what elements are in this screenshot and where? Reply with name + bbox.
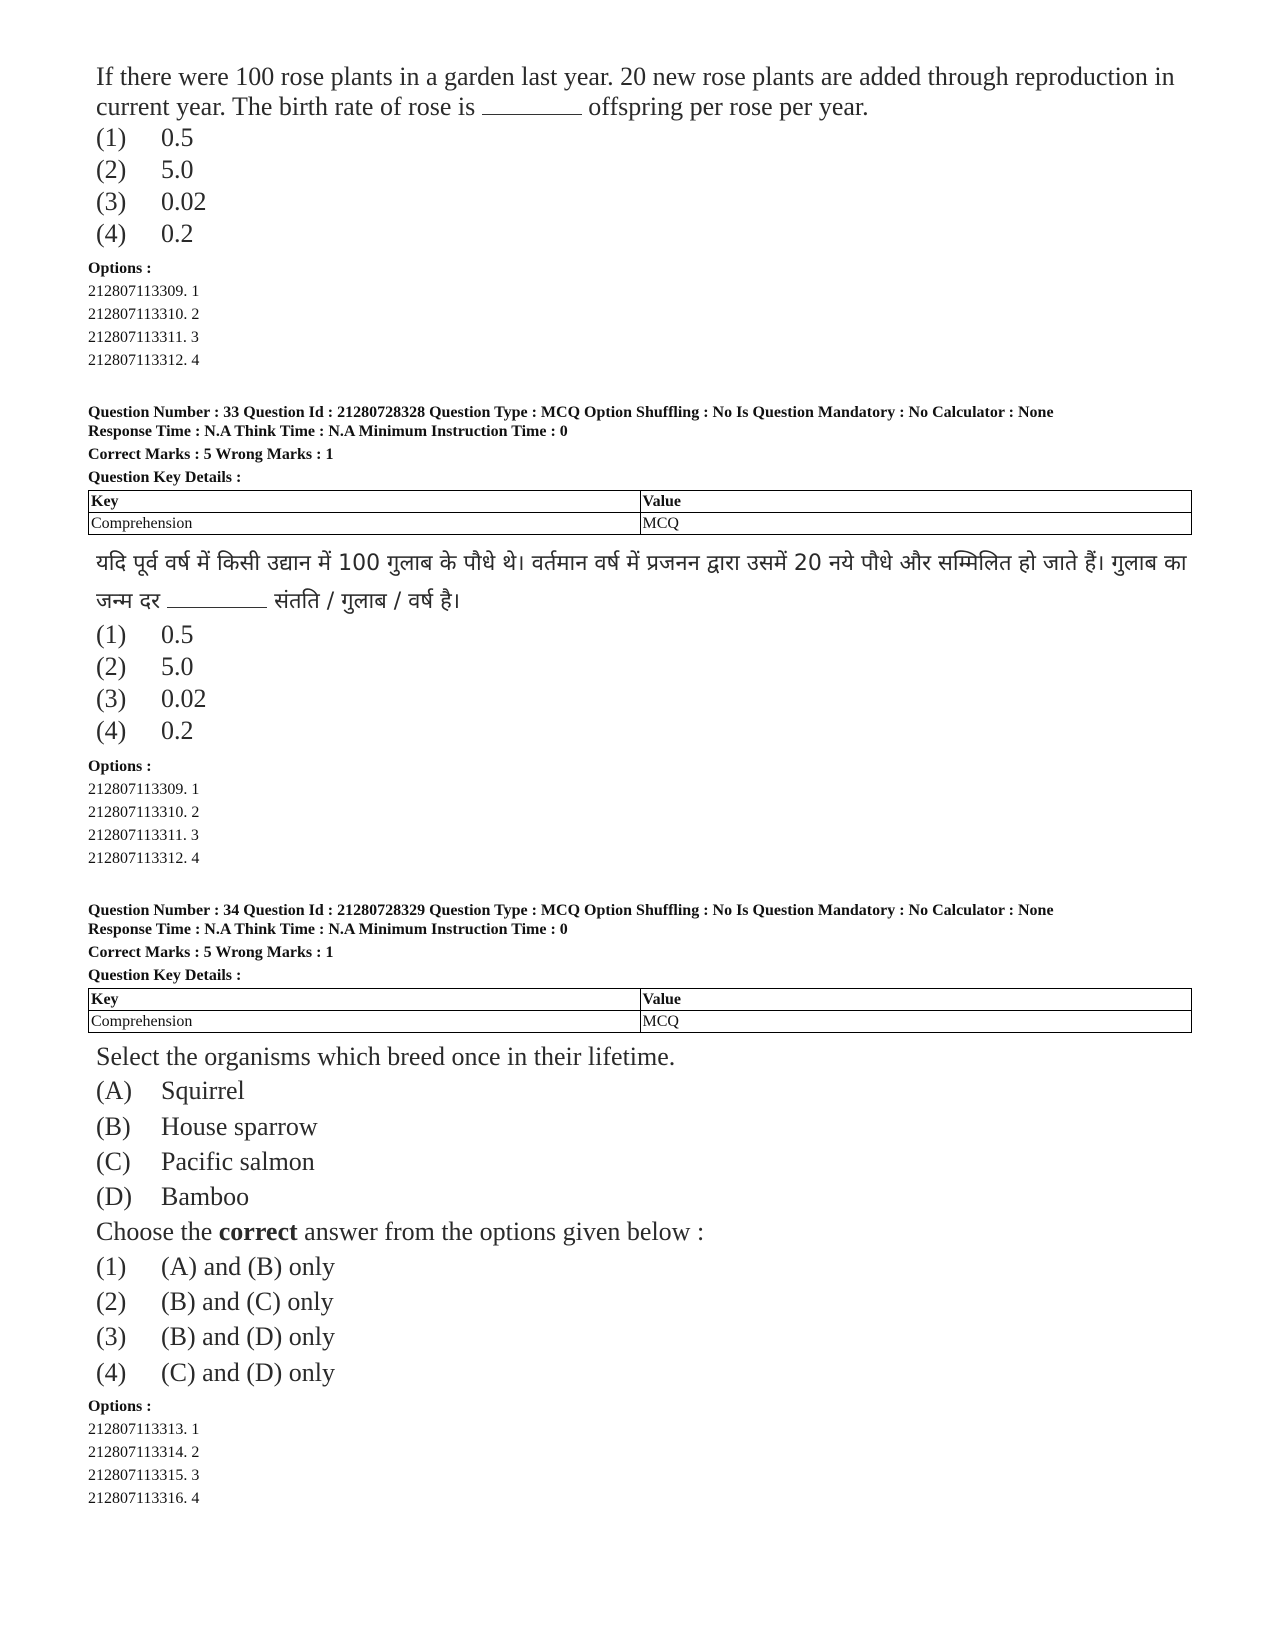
question-32-text-after: offspring per rose per year.: [581, 92, 869, 121]
choice-number: (1): [96, 1252, 127, 1281]
choice-text: 0.5: [161, 123, 194, 152]
options-label: Options :: [88, 1398, 152, 1415]
choice-text: 0.5: [161, 620, 194, 649]
question-34-marks: Correct Marks : 5 Wrong Marks : 1: [88, 944, 334, 961]
choice-number: (3): [96, 1322, 127, 1351]
answer-blank: [167, 585, 267, 608]
option-id: 212807113313. 1: [88, 1421, 200, 1438]
key-cell: Comprehension: [89, 1011, 641, 1033]
question-32-text-before: If there were 100 rose plants in a garden last year. 20 new rose plants are added through reproduction in current year. The birth rate of rose is: [96, 62, 1175, 121]
choice-text: (C) and (D) only: [161, 1358, 336, 1387]
choice-number: (1): [96, 123, 127, 152]
key-header: Key: [89, 989, 641, 1011]
item-letter: (D): [96, 1182, 133, 1211]
option-id: 212807113314. 2: [88, 1444, 200, 1461]
question-34-instruction: [96, 1217, 1206, 1247]
choice-number: (3): [96, 684, 127, 713]
item-b: [96, 1112, 318, 1142]
choice-text: 0.2: [161, 219, 194, 248]
option-id: 212807113312. 4: [88, 352, 200, 369]
choice-2: [96, 155, 194, 185]
choice-text: 5.0: [161, 155, 194, 184]
item-a: [96, 1076, 245, 1106]
option-id: 212807113315. 3: [88, 1467, 200, 1484]
choice-text: 5.0: [161, 652, 194, 681]
item-text: Bamboo: [161, 1182, 250, 1211]
options-label: Options :: [88, 260, 152, 277]
option-id: 212807113310. 2: [88, 804, 200, 821]
instruction-text: answer from the options given below :: [297, 1217, 705, 1246]
question-33-timing: Response Time : N.A Think Time : N.A Minimum Instruction Time : 0: [88, 423, 568, 440]
question-33-text-after: संतति / गुलाब / वर्ष है।: [267, 589, 461, 614]
choice-4: [96, 716, 194, 746]
instruction-text: Choose the: [96, 1217, 219, 1246]
choice-number: (2): [96, 1287, 127, 1316]
choice-text: 0.02: [161, 684, 207, 713]
question-34-meta: Question Number : 34 Question Id : 21280728329 Question Type : MCQ Option Shuffling : No Is Question Mandatory : No Calculator : None: [88, 902, 1054, 919]
choice-2: [96, 1287, 334, 1317]
question-33-key-details-label: Question Key Details :: [88, 469, 242, 486]
choice-number: (2): [96, 155, 127, 184]
option-id: 212807113309. 1: [88, 781, 200, 798]
question-33-text: [96, 545, 1206, 621]
option-id: 212807113309. 1: [88, 283, 200, 300]
value-cell: MCQ: [640, 1011, 1192, 1033]
choice-text: (A) and (B) only: [161, 1252, 336, 1281]
question-33-text-before: यदि पूर्व वर्ष में किसी उद्यान में 100 गुलाब के पौधे थे। वर्तमान वर्ष में प्रजनन द्वारा उसमें 20 नये पौधे और सम्मिलित हो जाते हैं। गुलाब का जन्म दर: [96, 551, 1187, 614]
item-letter: (B): [96, 1112, 131, 1141]
choice-text: 0.02: [161, 187, 207, 216]
question-32-text: [96, 62, 1206, 122]
instruction-emphasis: correct: [218, 1217, 298, 1246]
choice-1: [96, 123, 194, 153]
choice-number: (3): [96, 187, 127, 216]
choice-number: (4): [96, 219, 127, 248]
key-header: Key: [89, 491, 641, 513]
answer-blank: [482, 92, 582, 115]
choice-number: (1): [96, 620, 127, 649]
options-label: Options :: [88, 758, 152, 775]
question-33-key-table: [88, 490, 1192, 535]
item-text: Squirrel: [161, 1076, 245, 1105]
option-id: 212807113310. 2: [88, 306, 200, 323]
question-34-timing: Response Time : N.A Think Time : N.A Minimum Instruction Time : 0: [88, 921, 568, 938]
choice-4: [96, 219, 194, 249]
value-cell: MCQ: [640, 513, 1192, 535]
question-34-key-details-label: Question Key Details :: [88, 967, 242, 984]
choice-4: [96, 1358, 335, 1388]
choice-3: [96, 187, 207, 217]
choice-1: [96, 620, 194, 650]
value-header: Value: [640, 989, 1192, 1011]
option-id: 212807113311. 3: [88, 827, 199, 844]
option-id: 212807113311. 3: [88, 329, 199, 346]
value-header: Value: [640, 491, 1192, 513]
question-34-key-table: [88, 988, 1192, 1033]
choice-2: [96, 652, 194, 682]
option-id: 212807113312. 4: [88, 850, 200, 867]
choice-3: [96, 1322, 335, 1352]
key-cell: Comprehension: [89, 513, 641, 535]
choice-number: (4): [96, 1358, 127, 1387]
item-letter: (C): [96, 1147, 131, 1176]
item-text: Pacific salmon: [161, 1147, 315, 1176]
choice-text: 0.2: [161, 716, 194, 745]
choice-number: (2): [96, 652, 127, 681]
item-letter: (A): [96, 1076, 133, 1105]
item-c: [96, 1147, 315, 1177]
option-id: 212807113316. 4: [88, 1490, 200, 1507]
item-d: [96, 1182, 249, 1212]
choice-text: (B) and (C) only: [161, 1287, 334, 1316]
item-text: House sparrow: [161, 1112, 318, 1141]
choice-text: (B) and (D) only: [161, 1322, 336, 1351]
choice-3: [96, 684, 207, 714]
question-33-meta: Question Number : 33 Question Id : 21280728328 Question Type : MCQ Option Shuffling : No Is Question Mandatory : No Calculator : None: [88, 404, 1054, 421]
question-34-text: Select the organisms which breed once in their lifetime.: [96, 1042, 676, 1071]
choice-1: [96, 1252, 335, 1282]
choice-number: (4): [96, 716, 127, 745]
question-33-marks: Correct Marks : 5 Wrong Marks : 1: [88, 446, 334, 463]
